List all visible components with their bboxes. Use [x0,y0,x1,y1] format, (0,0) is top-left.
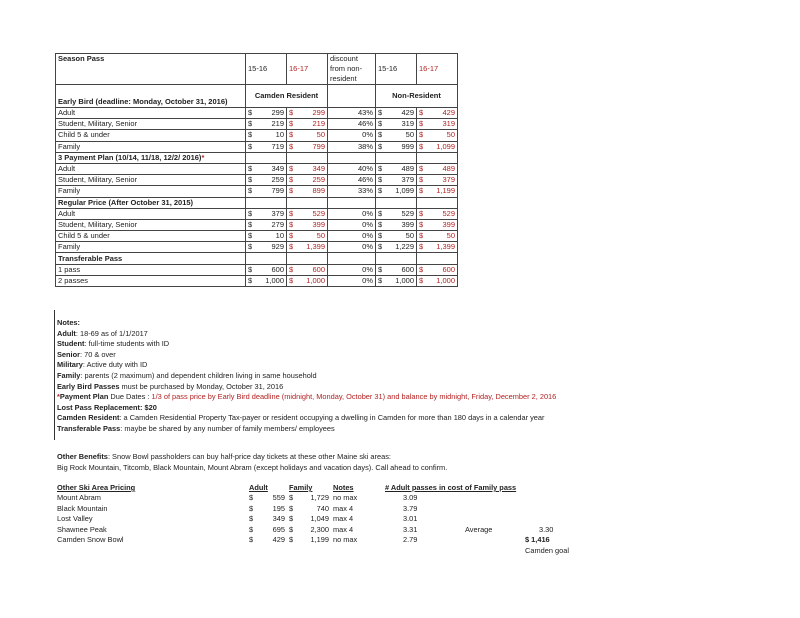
non-16-17 [417,141,458,152]
dollar-sign: $ [248,275,253,285]
non-16-17 [417,175,458,186]
ski-adult-price: $ 695 [249,524,285,534]
pass-row [56,175,458,186]
amount: 529 [312,208,325,218]
camden-16-17 [287,231,328,242]
empty [376,152,417,163]
empty [376,197,417,208]
amount: 529 [401,208,414,218]
amount: 50 [446,130,455,140]
amount: 1,000 [265,275,284,285]
amount: 600 [271,264,284,274]
row-label: Adult [56,108,246,119]
empty [287,253,328,264]
discount-value: 0% [328,242,376,253]
amount: 1,199 [436,186,455,196]
ski-ratio: 3.09 [403,493,418,502]
ski-adult-price: $ 349 [249,514,285,524]
discount-value: 33% [328,186,376,197]
season-pass-title: Season Pass [56,54,246,85]
camden-15-16 [246,141,287,152]
dollar-sign: $ [248,164,253,174]
non-15-16 [376,186,417,197]
camden-16-17 [287,219,328,230]
pass-row [56,275,458,286]
ski-family-price: $ 1,729 [289,493,329,502]
ski-notes: max 4 [333,514,354,524]
discount-value: 0% [328,130,376,141]
row-label: 1 pass [56,264,246,275]
camden-goal-label: Camden goal [525,545,569,555]
camden-16-17 [287,163,328,174]
dollar-sign: $ [419,231,424,241]
dollar-sign: $ [378,130,383,140]
row-label: Child 5 & under [56,231,246,242]
amount: 319 [401,119,414,129]
dollar-sign: $ [289,175,294,185]
discount-value: 38% [328,141,376,152]
empty [463,504,523,515]
non-16-17 [417,186,458,197]
amount: 600 [401,264,414,274]
amount: 349 [271,164,284,174]
dollar-sign: $ [419,164,424,174]
amount: 379 [442,175,455,185]
col-discount: discount from non-resident [328,54,376,85]
other-ski-area-table [55,482,583,557]
amount: 799 [271,186,284,196]
camden-goal-value: $ 1,416 [525,535,550,545]
amount: 1,399 [306,242,325,252]
dollar-sign: $ [378,242,383,252]
dollar-sign: $ [248,130,253,140]
note-payment-plan: *Payment Plan Due Dates : 1/3 of pass price by Early Bird deadline (midnight, Monday, October 31) and balance by midnight, Friday, December 2, 2016 [57,392,557,402]
section-heading: Regular Price (After October 31, 2015) [56,197,246,208]
ski-notes: no max [333,535,358,545]
dollar-sign: $ [378,175,383,185]
camden-15-16 [246,231,287,242]
amount: 1,099 [395,186,414,196]
amount: 529 [442,208,455,218]
amount: 600 [442,264,455,274]
non-15-16 [376,130,417,141]
discount-value: 0% [328,219,376,230]
dollar-sign: $ [248,186,253,196]
amount: 489 [401,164,414,174]
camden-16-17 [287,119,328,130]
camden-15-16 [246,242,287,253]
amount: 349 [312,164,325,174]
empty [246,253,287,264]
amount: 259 [312,175,325,185]
dollar-sign: $ [248,219,253,229]
notes-heading: Notes: [57,318,80,327]
dollar-sign: $ [289,275,294,285]
pass-row [56,242,458,253]
discount-value: 46% [328,175,376,186]
ski-family-price: $ 1,199 [289,535,329,545]
pass-row [56,108,458,119]
non-16-17 [417,219,458,230]
empty [246,152,287,163]
other-benefits: Other Benefits: Snow Bowl passholders can buy half-price day tickets at these other Maine ski areas: Big Rock Mountain, Titcomb, Black Mountain, Mount Abram (except holidays and vacation days). Call ahead to confirm. [57,452,448,472]
empty [523,493,583,504]
row-label: Student, Military, Senior [56,119,246,130]
non-15-16 [376,175,417,186]
average-label: Average [465,524,493,534]
empty [523,504,583,515]
dollar-sign: $ [248,242,253,252]
ski-area-name: Lost Valley [57,514,93,524]
amount: 50 [316,130,325,140]
empty [463,535,523,546]
empty [328,253,376,264]
dollar-sign: $ [248,208,253,218]
note-item: Early Bird Passes must be purchased by Monday, October 31, 2016 [57,381,284,391]
dollar-sign: $ [378,186,383,196]
row-label: Student, Military, Senior [56,175,246,186]
pass-row [56,219,458,230]
non-16-17 [417,108,458,119]
section-header-transferable [56,253,458,264]
average-value: 3.30 [539,524,554,534]
dollar-sign: $ [419,175,424,185]
row-label: Family [56,186,246,197]
amount: 1,000 [395,275,414,285]
amount: 489 [442,164,455,174]
dollar-sign: $ [289,264,294,274]
dollar-sign: $ [248,231,253,241]
section-header-early_bird [56,85,458,108]
ski-header-notes: Notes [333,483,354,492]
ski-area-name: Mount Abram [57,493,101,502]
ski-area-name: Camden Snow Bowl [57,535,124,545]
dollar-sign: $ [289,164,294,174]
amount: 319 [442,119,455,129]
empty [328,152,376,163]
pass-row [56,163,458,174]
col-15-16: 15-16 [246,54,287,85]
discount-value: 40% [328,163,376,174]
ski-row [55,535,583,546]
dollar-sign: $ [419,242,424,252]
pass-row [56,141,458,152]
ski-area-name: Shawnee Peak [57,524,107,534]
dollar-sign: $ [248,141,253,151]
amount: 219 [312,119,325,129]
non-15-16 [376,219,417,230]
dollar-sign: $ [378,231,383,241]
discount-value: 0% [328,231,376,242]
dollar-sign: $ [248,108,253,118]
empty [246,197,287,208]
amount: 799 [312,141,325,151]
ski-notes: no max [333,493,358,502]
camden-16-17 [287,130,328,141]
non-16-17 [417,231,458,242]
dollar-sign: $ [378,275,383,285]
camden-16-17 [287,141,328,152]
non-15-16 [376,163,417,174]
amount: 1,000 [436,275,455,285]
section-heading: 3 Payment Plan (10/14, 11/18, 12/2/ 2016)* [56,152,246,163]
empty [523,514,583,525]
pass-row [56,208,458,219]
empty [463,493,523,504]
ski-adult-price: $ 429 [249,535,285,545]
non-15-16 [376,231,417,242]
note-item: Military: Active duty with ID [57,360,148,370]
dollar-sign: $ [289,108,294,118]
dollar-sign: $ [419,130,424,140]
row-label: Student, Military, Senior [56,219,246,230]
row-label: Child 5 & under [56,130,246,141]
empty [376,253,417,264]
pass-row [56,264,458,275]
dollar-sign: $ [289,231,294,241]
non-15-16 [376,275,417,286]
non-15-16 [376,108,417,119]
note-lost-pass: Lost Pass Replacement: $20 [57,402,157,412]
pass-row [56,186,458,197]
amount: 1,399 [436,242,455,252]
amount: 299 [271,108,284,118]
row-label: Adult [56,163,246,174]
camden-15-16 [246,264,287,275]
camden-15-16 [246,175,287,186]
discount-value: 0% [328,275,376,286]
non-16-17 [417,275,458,286]
ski-ratio: 3.79 [403,503,418,513]
camden-15-16 [246,186,287,197]
col-non-16-17: 16-17 [417,54,458,85]
non-15-16 [376,141,417,152]
note-camden-resident: Camden Resident: a Camden Residential Property Tax-payer or resident occupying a dwelling in Camden for more than 180 days in a calendar year [57,413,545,423]
camden-16-17 [287,108,328,119]
amount: 50 [405,130,414,140]
amount: 10 [275,130,284,140]
amount: 399 [401,219,414,229]
ski-header-area: Other Ski Area Pricing [57,483,136,492]
ski-adult-price: $ 195 [249,503,285,513]
ski-notes: max 4 [333,524,354,534]
amount: 600 [312,264,325,274]
camden-15-16 [246,219,287,230]
notes-section [57,318,556,435]
ski-ratio: 3.31 [403,524,418,534]
notes-margin-line [54,310,55,440]
dollar-sign: $ [378,208,383,218]
transferable-heading: Transferable Pass [56,253,246,264]
dollar-sign: $ [378,141,383,151]
ski-header-ratio: # Adult passes in cost of Family pass [385,483,517,492]
empty [417,152,458,163]
dollar-sign: $ [289,208,294,218]
amount: 929 [271,242,284,252]
note-item: Adult: 18-69 as of 1/1/2017 [57,328,148,338]
pass-row [56,231,458,242]
non-16-17 [417,119,458,130]
season-pass-table [55,53,458,287]
dollar-sign: $ [419,219,424,229]
discount-value: 0% [328,208,376,219]
ski-family-price: $ 740 [289,503,329,513]
camden-15-16 [246,163,287,174]
non-15-16 [376,208,417,219]
camden-15-16 [246,275,287,286]
empty [328,197,376,208]
row-label: 2 passes [56,275,246,286]
camden-16-17 [287,264,328,275]
dollar-sign: $ [419,141,424,151]
discount-value: 0% [328,264,376,275]
non-16-17 [417,264,458,275]
camden-15-16 [246,208,287,219]
dollar-sign: $ [248,175,253,185]
amount: 719 [271,141,284,151]
dollar-sign: $ [419,264,424,274]
dollar-sign: $ [289,141,294,151]
pass-row [56,130,458,141]
amount: 379 [401,175,414,185]
row-label: Family [56,242,246,253]
ski-row [55,514,583,525]
note-item: Student: full-time students with ID [57,339,170,349]
non-16-17 [417,130,458,141]
amount: 999 [401,141,414,151]
empty [287,152,328,163]
ski-ratio: 2.79 [403,535,418,545]
section-header-regular [56,197,458,208]
ski-ratio: 3.01 [403,514,418,524]
dollar-sign: $ [289,219,294,229]
amount: 1,229 [395,242,414,252]
amount: 50 [405,231,414,241]
dollar-sign: $ [378,264,383,274]
section-heading: Early Bird (deadline: Monday, October 31, 2016) [56,85,246,108]
amount: 50 [316,231,325,241]
empty [417,253,458,264]
dollar-sign: $ [289,242,294,252]
dollar-sign: $ [419,119,424,129]
empty [463,514,523,525]
dollar-sign: $ [248,119,253,129]
dollar-sign: $ [378,164,383,174]
dollar-sign: $ [419,208,424,218]
amount: 10 [275,231,284,241]
dollar-sign: $ [289,130,294,140]
discount-value: 46% [328,119,376,130]
amount: 279 [271,219,284,229]
note-item: Senior: 70 & over [57,349,116,359]
camden-15-16 [246,119,287,130]
ski-header-family: Family [289,483,313,492]
amount: 1,000 [306,275,325,285]
camden-16-17 [287,175,328,186]
non-16-17 [417,163,458,174]
empty [287,197,328,208]
header-row-1 [56,54,458,85]
dollar-sign: $ [378,119,383,129]
amount: 899 [312,186,325,196]
ski-row [55,493,583,504]
dollar-sign: $ [419,108,424,118]
non-16-17 [417,242,458,253]
amount: 299 [312,108,325,118]
row-label: Adult [56,208,246,219]
camden-16-17 [287,242,328,253]
ski-row [55,504,583,515]
camden-16-17 [287,275,328,286]
empty [328,85,376,108]
ski-header-adult: Adult [249,483,268,492]
camden-resident-label: Camden Resident [246,85,328,108]
ski-row [55,525,583,536]
discount-value: 43% [328,108,376,119]
ski-notes: max 4 [333,503,354,513]
col-16-17: 16-17 [287,54,328,85]
camden-15-16 [246,130,287,141]
col-non-15-16: 15-16 [376,54,417,85]
dollar-sign: $ [419,186,424,196]
dollar-sign: $ [289,119,294,129]
dollar-sign: $ [419,275,424,285]
section-header-payment_plan [56,152,458,163]
amount: 1,099 [436,141,455,151]
non-15-16 [376,242,417,253]
camden-16-17 [287,208,328,219]
dollar-sign: $ [378,219,383,229]
non-resident-label: Non-Resident [376,85,458,108]
dollar-sign: $ [289,186,294,196]
amount: 429 [401,108,414,118]
ski-family-price: $ 1,049 [289,514,329,524]
dollar-sign: $ [248,264,253,274]
pass-row [56,119,458,130]
amount: 379 [271,208,284,218]
amount: 399 [312,219,325,229]
amount: 429 [442,108,455,118]
note-item: Family: parents (2 maximum) and dependent children living in same household [57,370,317,380]
non-15-16 [376,119,417,130]
row-label: Family [56,141,246,152]
empty [417,197,458,208]
ski-adult-price: $ 559 [249,493,285,502]
non-15-16 [376,264,417,275]
amount: 50 [446,231,455,241]
amount: 399 [442,219,455,229]
amount: 259 [271,175,284,185]
camden-16-17 [287,186,328,197]
ski-header-row [55,482,583,493]
non-16-17 [417,208,458,219]
amount: 219 [271,119,284,129]
camden-15-16 [246,108,287,119]
dollar-sign: $ [378,108,383,118]
ski-family-price: $ 2,300 [289,524,329,534]
ski-goal-row [55,546,583,557]
ski-area-name: Black Mountain [57,503,108,513]
note-transferable: Transferable Pass: maybe be shared by any number of family members/ employees [57,423,335,433]
